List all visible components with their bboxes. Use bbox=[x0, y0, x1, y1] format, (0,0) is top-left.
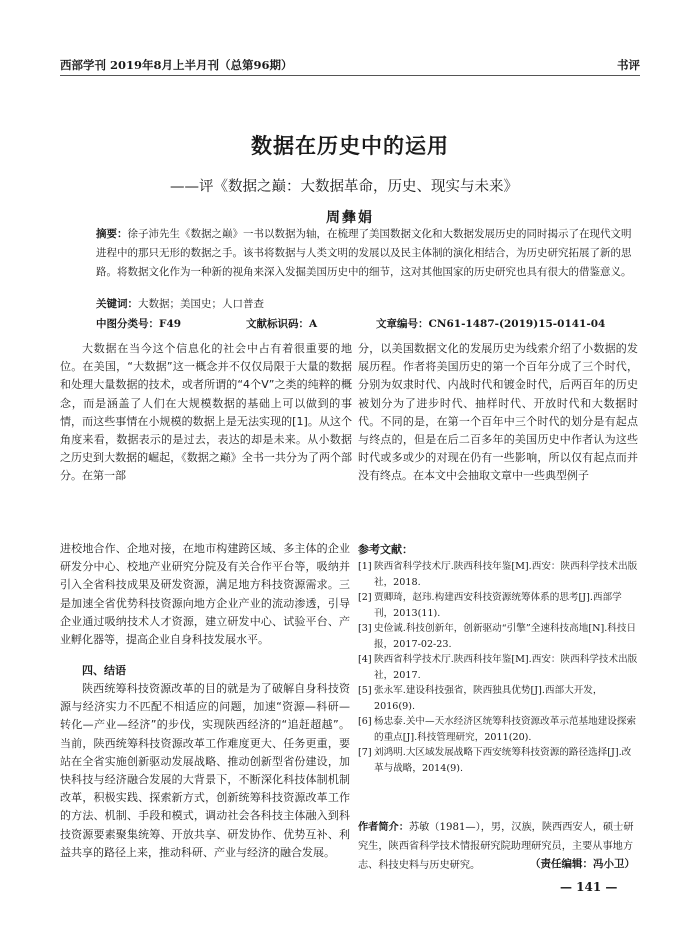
abstract-text: 徐子沛先生《数据之巅》一书以数据为轴，在梳理了美国数据文化和大数据发展历史的同时揭示了在现代文明进程中的那只无形的数据之手。该书将数据与人类文明的发展以及民主体制的演化相结合，为历史研究拓展了新的思路。将数据文化作为一种新的视角来深入发掘美国历史中的细节，这对其他国家的历史研究也具有很大的借鉴意义。 bbox=[96, 228, 632, 278]
document-code: 文献标识码：A bbox=[246, 318, 318, 330]
responsible-editor: （责任编辑：冯小卫） bbox=[530, 858, 635, 870]
references-list bbox=[358, 559, 640, 776]
reference-item: [3] 史俭诚.科技创新年，创新驱动“引擎”全速科技高地[N].科技日报，2017-02-23. bbox=[358, 623, 637, 650]
journal-issue: 西部学刊 2019年8月上半月刊（总第96期） bbox=[60, 58, 293, 72]
reference-item: [4] 陕西省科学技术厅.陕西科技年鉴[M].西安：陕西科学技术出版社，2017. bbox=[358, 654, 638, 681]
keywords-label: 关键词： bbox=[96, 298, 138, 310]
body-column-4: 陕西统筹科技资源改革的目的就是为了破解自身科技资源与经济实力不匹配不相适应的问题，加速“资源—科研—转化—产业—经济”的步伐，实现陕西经济的“追赶超越”。当前，陕西统筹科技资源改革工作难度更大、任务更重，要站在全省实施创新驱动发展战略、推动创新型省份建设，加快科技与经济融合发展的大背景下，不断深化科技体制机制改革，积极实践、探索新方式，创新统筹科技资源改革工作的方法、机制、手段和模式，调动社会各科技主体融入到科技资源要素聚集统筹、开放共享、研发协作、优势互补、利益共享的路径上来，推动科研、产业与经济的融合发展。 bbox=[60, 682, 350, 859]
author-bio-label: 作者简介： bbox=[358, 821, 409, 833]
reference-item: [5] 张永军.建设科技强省，陕西独具优势[J].西部大开发，2016(9). bbox=[358, 685, 603, 712]
references-heading: 参考文献： bbox=[358, 543, 413, 556]
abstract bbox=[96, 225, 636, 282]
article-subtitle: ——评《数据之巅：大数据革命，历史、现实与未来》 bbox=[170, 179, 518, 195]
body-column-3: 进校地合作、企地对接，在地市构建跨区域、多主体的企业研发分中心、校地产业研究分院及有关合作平台等，吸纳并引入全省科技成果及研发资源，满足地方科技资源需求。三是加速全省优势科技资源向地方企业产业的流动渗透，引导企业通过吸纳技术人才资源，建立研发中心、试验平台、产业孵化器等，提高企业自身科技发展水平。 bbox=[60, 542, 350, 647]
author-bio-text: 苏敏（1981—），男，汉族，陕西西安人，硕士研究生，陕西省科学技术情报研究院助理研究员，主要从事地方志、科技史料与历史研究。 bbox=[358, 822, 634, 871]
reference-item: [2] 贾卿琦，赵玮.构建西安科技资源统筹体系的思考[J].西部学刊，2013(11). bbox=[358, 592, 622, 619]
article-title: 数据在历史中的运用 bbox=[251, 134, 449, 158]
reference-item: [6] 杨忠泰.关中—天水经济区统筹科技资源改革示范基地建设探索的重点[J].科技管理研究，2011(20). bbox=[358, 716, 637, 743]
clc-number: 中图分类号：F49 bbox=[96, 318, 182, 330]
running-header bbox=[60, 57, 640, 76]
article-author: 周彝娟 bbox=[326, 210, 374, 226]
keywords bbox=[96, 296, 636, 311]
section-label: 书评 bbox=[617, 58, 640, 72]
section-heading-conclusion: 四、结语 bbox=[82, 664, 126, 677]
reference-item: [1] 陕西省科学技术厅.陕西科技年鉴[M].西安：陕西科学技术出版社，2018. bbox=[358, 561, 638, 588]
body-column-2: 分，以美国数据文化的发展历史为线索介绍了小数据的发展历程。作者将美国历史的第一个百年分成了三个时代，分别为奴隶时代、内战时代和镀金时代，后两百年的历史被划分为了进步时代、抽样时代、开放时代和大数据时代。不同的是，在第一个百年中三个时代的划分是有起点与终点的，但是在后二百多年的美国历史中作者认为这些时代或多或少的对现在仍有一些影响，所以仅有起点而并没有终点。在本文中会抽取文章中一些典型例子 bbox=[358, 342, 638, 483]
article-number: 文章编号：CN61-1487-(2019)15-0141-04 bbox=[376, 318, 606, 330]
body-column-1: 大数据在当今这个信息化的社会中占有着很重要的地位。在美国，“大数据”这一概念并不仅仅局限于大量的数据和处理大量数据的技术，或者所谓的“4个V”之类的纯粹的概念，而是涵盖了人们在大规模数据的基础上可以做到的事情，而这些事情在小规模的数据上是无法实现的[1]。从这个角度来看，数据表示的是过去，表达的却是未来。从小数据之历史到大数据的崛起，《数据之巅》全书一共分为了两个部分。在第一部 bbox=[60, 342, 352, 483]
keywords-text: 大数据；美国史；人口普查 bbox=[138, 298, 264, 310]
reference-item: [7] 刘鸿明.大区域发展战略下西安统筹科技资源的路径选择[J].改革与战略，2014(9). bbox=[358, 747, 632, 774]
abstract-label: 摘要： bbox=[96, 228, 128, 240]
page-number: — 141 — bbox=[560, 880, 618, 894]
